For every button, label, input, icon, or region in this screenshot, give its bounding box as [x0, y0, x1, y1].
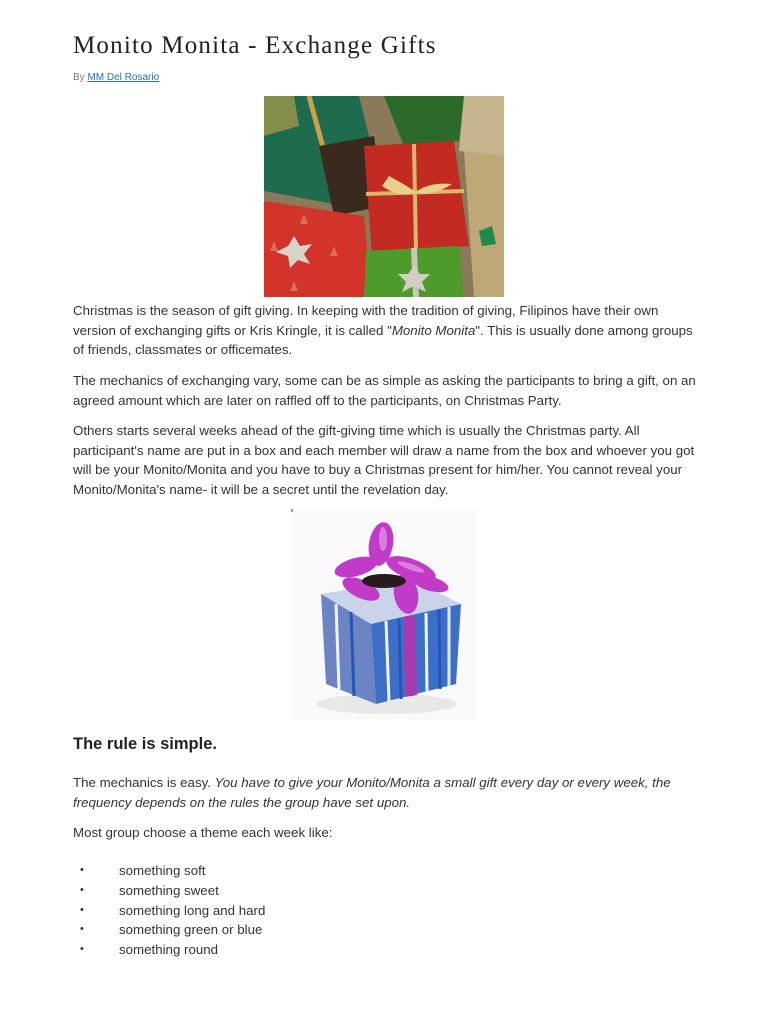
theme-text: something round [119, 942, 219, 958]
theme-text: something long and hard [119, 902, 266, 918]
byline [73, 72, 159, 83]
christmas-gifts-image [264, 96, 504, 297]
intro-text: Christmas is the season of gift giving. In keeping with the tradition of giving, Filipinos have their own version of exchanging gifts or Kris Kringle, it is called " [73, 303, 659, 338]
bullet-icon: • [80, 883, 84, 896]
intro-text-end: ". This is usually done among groups of friends, classmates or officemates. [73, 322, 693, 358]
author-link[interactable]: MM Del Rosario [87, 72, 160, 83]
theme-text: something soft [119, 863, 206, 878]
others-paragraph: Others starts several weeks ahead of the gift-giving time which is usually the Christmas party. All participant's name are put in a box and each member will draw a name from the box and whoever you got will be your Monito/Monita and you have to buy a Christmas present for him/her. You cannot reveal your Monito/Monita's name- it will be a secret until the revelation day. [73, 423, 695, 498]
bullet-icon: • [80, 864, 84, 876]
bullet-icon: • [80, 923, 84, 936]
theme-text: something green or blue [119, 922, 263, 938]
byline-prefix: By [73, 72, 85, 83]
bullet-icon: • [80, 943, 84, 956]
rule-emphasis: You have to give your Monito/Monita a small gift every day or every week, the frequency depends on the rules the group have set upon. [73, 775, 671, 810]
list-item [73, 861, 265, 881]
list-item [73, 881, 265, 901]
bullet-icon: • [80, 903, 84, 916]
theme-list [73, 861, 265, 960]
rule-paragraph [73, 773, 698, 812]
theme-intro-paragraph: Most group choose a theme each week like: [73, 825, 333, 840]
mechanics-paragraph: The mechanics of exchanging vary, some can be as simple as asking the participants to bring a gift, on an agreed amount which are later on raffled off to the participants, on Christmas Party. [73, 373, 696, 408]
list-item [73, 901, 265, 921]
purple-bow-gift-image [291, 509, 476, 720]
list-item [73, 920, 265, 940]
theme-text: something sweet [119, 882, 219, 898]
intro-paragraph [73, 301, 698, 360]
page-title: Monito Monita - Exchange Gifts [73, 32, 437, 59]
rule-text: The mechanics is easy. [73, 775, 215, 790]
list-item [73, 940, 265, 960]
monito-monita-emphasis: Monito Monita [391, 322, 476, 338]
rule-heading: The rule is simple. [73, 735, 217, 753]
